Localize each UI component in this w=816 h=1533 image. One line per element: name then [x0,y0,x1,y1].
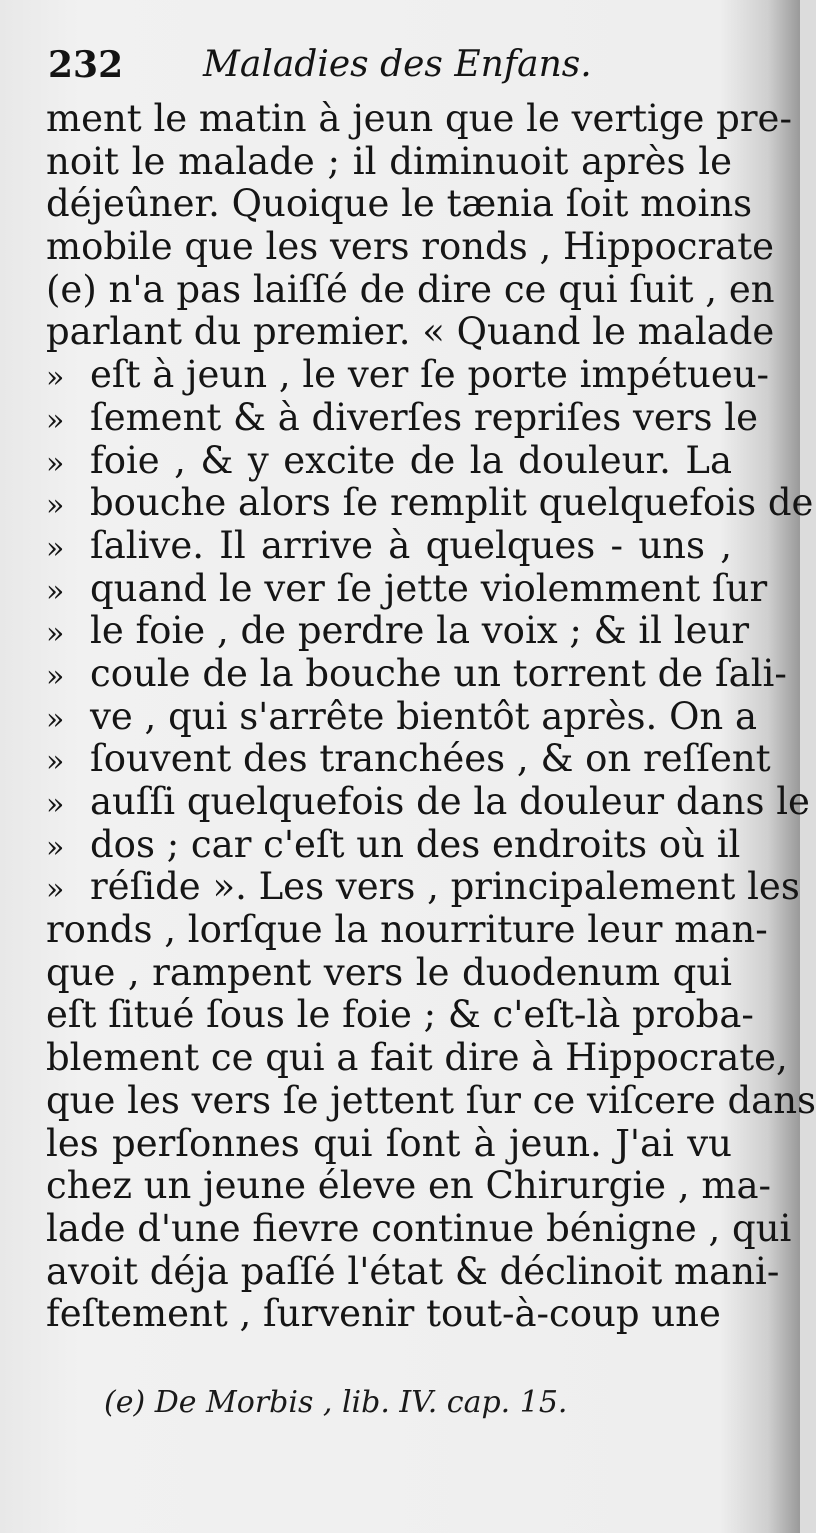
line-text: (e) n'a pas laiſſé de dire ce qui ſuit , en [46,267,775,311]
body-text [46,97,816,1336]
text-line [46,737,771,781]
line-text: noit le malade ; il diminuoit après le [46,139,732,183]
text-line [46,481,814,525]
text-line [46,97,792,141]
line-text: chez un jeune éleve en Chirurgie , ma- [46,1164,772,1208]
line-text: foie , & y excite de la douleur. La [90,438,732,482]
text-line [46,440,732,483]
text-line [46,993,754,1037]
text-line [46,566,768,611]
quote-mark: » [46,530,65,566]
text-line [46,865,800,909]
line-text: ſouvent des tranchées , & on reſſent [90,737,771,781]
text-line [46,310,775,354]
text-line [46,1123,732,1166]
running-title: Maladies des Enfans. [203,44,592,85]
line-text: parlant du premier. « Quand le malade [46,310,775,354]
line-text: eſt ſitué ſous le foie ; & c'eſt-là proba- [46,993,754,1037]
line-text: auſſi quelquefois de la douleur dans le [90,780,810,823]
text-line [46,1078,816,1123]
text-line [46,1249,780,1294]
text-line [46,353,770,397]
line-text: dos ; car c'eſt un des endroits où il [90,822,741,866]
quote-mark: » [46,360,65,396]
line-text: mobile que les vers ronds , Hippocrate [46,225,774,269]
quote-mark: » [46,701,65,737]
line-text: ſalive. Il arrive à quelques - uns , [90,523,732,567]
line-text: coule de la bouche un torrent de ſali- [90,651,787,695]
text-line [46,1164,772,1208]
text-line [46,225,774,269]
text-line [46,141,732,184]
text-line [46,525,732,568]
text-line [46,651,787,696]
text-line [46,1036,788,1080]
line-text: quand le ver ſe jette violemment ſur [90,566,768,610]
line-text: feſtement , ſurvenir tout-à-coup une [46,1292,721,1336]
quote-mark: » [46,787,65,822]
line-text: réſide ». Les vers , principalement les [90,865,800,909]
quote-mark: » [46,445,65,481]
line-text: bouche alors ſe remplit quelquefois de [90,481,814,525]
line-text: ronds , lorſque la nourriture leur man- [46,908,768,952]
text-line [46,1206,792,1251]
quote-mark: » [46,402,65,438]
line-text: blement ce qui a fait dire à Hippocrate, [46,1036,788,1080]
line-text: ſement & à diverſes repriſes vers le [90,395,758,439]
quote-mark: » [46,573,65,609]
quote-mark: » [46,829,65,865]
quote-mark: » [46,488,65,524]
line-text: le foie , de perdre la voix ; & il leur [90,609,750,653]
text-line [46,780,810,824]
line-text: que les vers ſe jettent ſur ce viſcere dans [46,1078,816,1122]
text-line [46,609,750,653]
line-text: eſt à jeun , le ver ſe porte impétueu- [90,353,770,397]
line-text: que , rampent vers le duodenum qui [46,950,732,994]
text-line [46,182,753,226]
line-text: lade d'une fievre continue bénigne , qui [46,1206,792,1250]
line-text: les perſonnes qui ſont à jeun. J'ai vu [46,1121,732,1165]
line-text: avoit déja paſſé l'état & déclinoit mani- [46,1249,780,1293]
quote-mark: » [46,744,65,780]
quote-mark: » [46,658,65,694]
quote-mark: » [46,616,65,652]
line-text: déjeûner. Quoique le tænia ſoit moins [46,182,753,226]
text-line [46,908,768,952]
text-line [46,1293,732,1336]
quote-mark: » [46,872,65,908]
text-line [46,822,741,867]
text-line [46,395,758,440]
line-text: ve , qui s'arrête bientôt après. On a [90,694,758,738]
page-header [48,44,728,94]
text-line [46,694,758,739]
footnote: (e) De Morbis , lib. IV. cap. 15. [104,1385,568,1420]
text-line [46,952,732,995]
line-text: ment le matin à jeun que le vertige pre- [46,97,792,140]
text-line [46,267,775,312]
page-number: 232 [48,44,124,86]
